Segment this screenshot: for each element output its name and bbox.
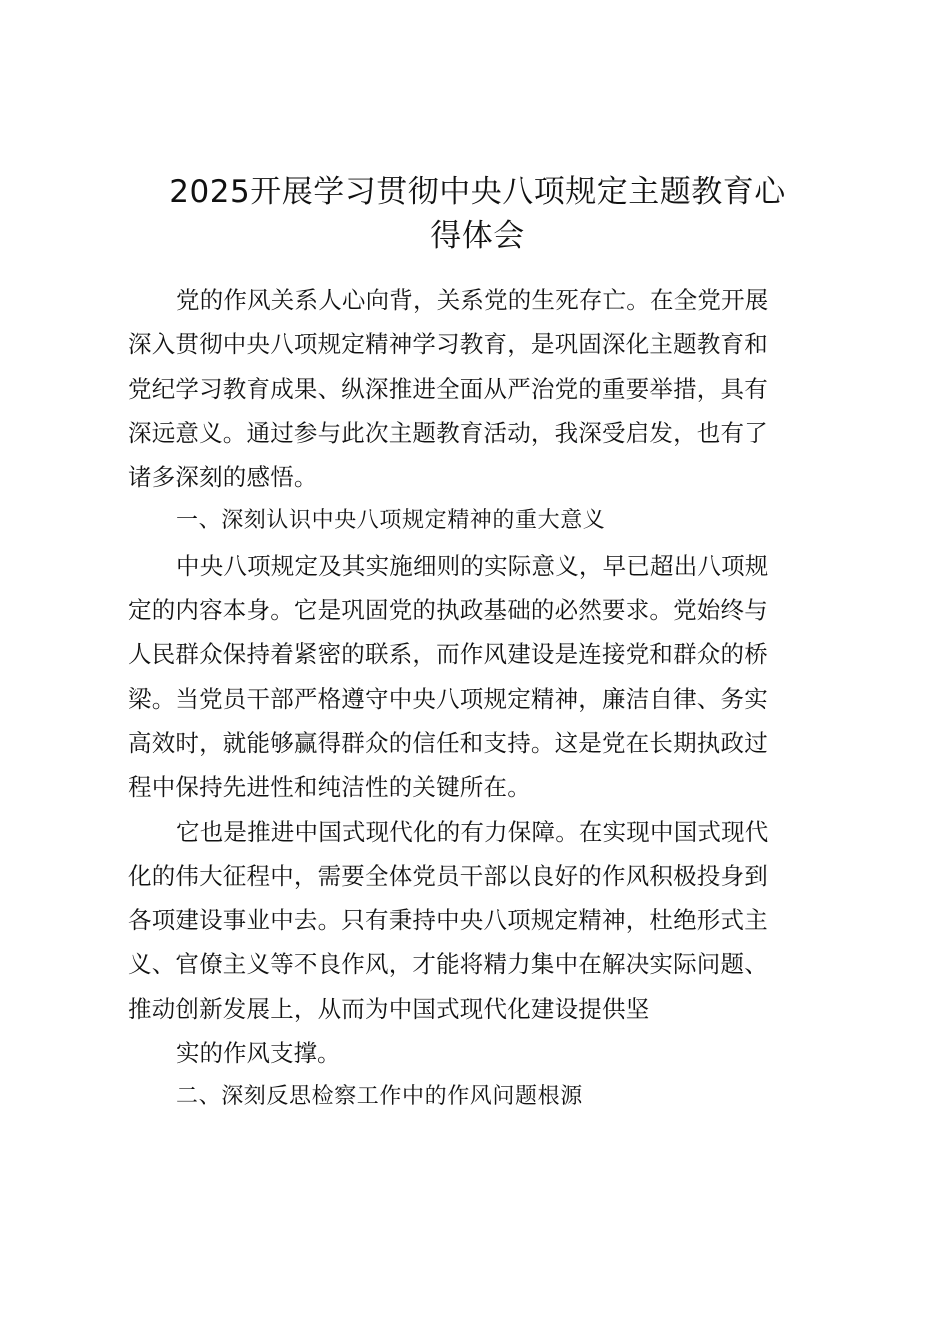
text-line: 义、官僚主义等不良作风，才能将精力集中在解决实际问题、: [128, 950, 768, 979]
text-line: 推动创新发展上，从而为中国式现代化建设提供坚: [128, 994, 650, 1023]
title-line-2: 得体会: [430, 218, 525, 254]
title-line-1: 2025开展学习贯彻中央八项规定主题教育心: [169, 174, 786, 210]
document-body: [128, 278, 818, 1120]
text-line: 诸多深刻的感悟。: [128, 463, 318, 492]
text-line: 深入贯彻中央八项规定精神学习教育，是巩固深化主题教育和: [128, 330, 768, 359]
text-line: 高效时，就能够赢得群众的信任和支持。这是党在长期执政过: [128, 728, 768, 757]
text-line: 党纪学习教育成果、纵深推进全面从严治党的重要举措，具有: [128, 374, 768, 403]
document-title: [120, 170, 835, 258]
paragraph-modernization: [128, 810, 818, 1031]
text-line: 程中保持先进性和纯洁性的关键所在。: [128, 773, 531, 802]
text-line: 各项建设事业中去。只有秉持中央八项规定精神，杜绝形式主: [128, 906, 768, 935]
text-line: 梁。当党员干部严格遵守中央八项规定精神，廉洁自律、务实: [128, 684, 768, 713]
paragraph-significance: [128, 544, 818, 810]
text-line: 人民群众保持着紧密的联系，而作风建设是连接党和群众的桥: [128, 640, 768, 669]
text-line: 深远意义。通过参与此次主题教育活动，我深受启发，也有了: [128, 418, 768, 447]
text-line: 党的作风关系人心向背，关系党的生死存亡。在全党开展: [176, 286, 769, 314]
paragraph-continuation: [128, 1031, 818, 1075]
section-heading-2: [128, 1075, 818, 1119]
heading-text: 二、深刻反思检察工作中的作风问题根源: [176, 1084, 583, 1110]
text-line: 中央八项规定及其实施细则的实际意义，早已超出八项规: [176, 551, 769, 580]
text-line: 它也是推进中国式现代化的有力保障。在实现中国式现代: [176, 817, 769, 846]
paragraph-intro: [128, 278, 818, 499]
text-line: 化的伟大征程中，需要全体党员干部以良好的作风积极投身到: [128, 861, 768, 890]
text-line: 定的内容本身。它是巩固党的执政基础的必然要求。党始终与: [128, 596, 768, 625]
section-heading-1: [128, 499, 818, 543]
heading-text: 一、深刻认识中央八项规定精神的重大意义: [176, 508, 606, 534]
text-line: 实的作风支撑。: [176, 1039, 341, 1068]
